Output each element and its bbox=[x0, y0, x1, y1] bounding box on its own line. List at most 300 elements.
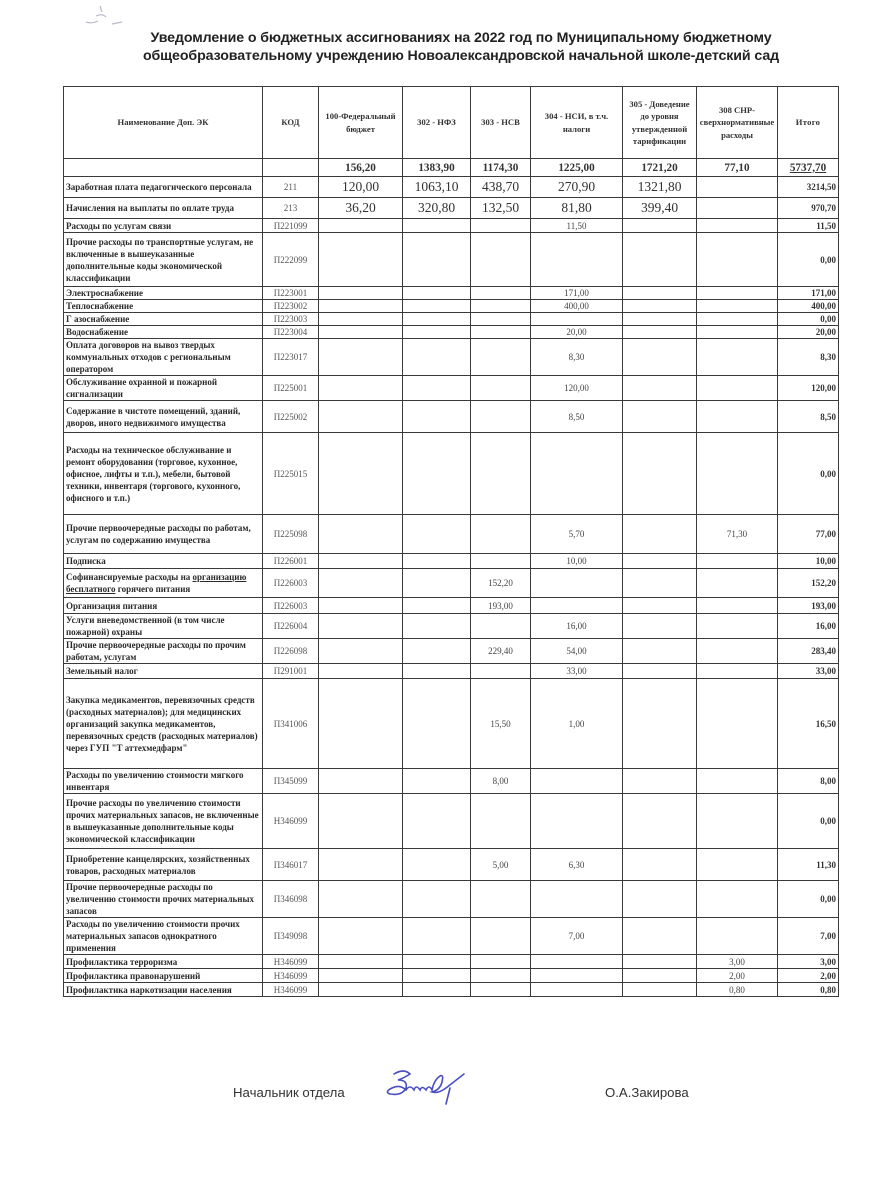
totals-c305: 1721,20 bbox=[623, 159, 697, 177]
row-c308 bbox=[697, 300, 778, 313]
row-c308 bbox=[697, 918, 778, 955]
row-c304: 10,00 bbox=[531, 554, 623, 569]
row-name: Расходы по увеличению стоимости мягкого инвентаря bbox=[64, 769, 263, 794]
row-c100 bbox=[319, 300, 403, 313]
row-c304: 54,00 bbox=[531, 639, 623, 664]
row-name: Прочие расходы по транспортные услугам, не включенные в вышеуказанные дополнительные коды экономической классификации bbox=[64, 233, 263, 287]
row-name: Расходы по увеличению стоимости прочих материальных запасов однократного применения bbox=[64, 918, 263, 955]
table-row bbox=[64, 794, 839, 849]
row-itogo: 77,00 bbox=[778, 515, 839, 554]
table-row bbox=[64, 969, 839, 983]
totals-c100: 156,20 bbox=[319, 159, 403, 177]
row-c305 bbox=[623, 969, 697, 983]
row-c302 bbox=[403, 679, 471, 769]
row-c308 bbox=[697, 849, 778, 881]
signer-name: О.А.Закирова bbox=[605, 1085, 689, 1100]
row-c304 bbox=[531, 969, 623, 983]
row-c308 bbox=[697, 177, 778, 198]
row-c304: 5,70 bbox=[531, 515, 623, 554]
row-code: П223002 bbox=[263, 300, 319, 313]
row-itogo: 33,00 bbox=[778, 664, 839, 679]
totals-name bbox=[64, 159, 263, 177]
totals-c303: 1174,30 bbox=[471, 159, 531, 177]
row-code: П226004 bbox=[263, 614, 319, 639]
row-c305 bbox=[623, 433, 697, 515]
row-c100: 36,20 bbox=[319, 198, 403, 219]
row-c303 bbox=[471, 664, 531, 679]
row-itogo: 11,50 bbox=[778, 219, 839, 233]
row-itogo: 0,80 bbox=[778, 983, 839, 997]
row-c302 bbox=[403, 614, 471, 639]
row-itogo: 0,00 bbox=[778, 313, 839, 326]
row-c308 bbox=[697, 679, 778, 769]
budget-allocation-table bbox=[63, 86, 839, 997]
row-c100 bbox=[319, 983, 403, 997]
row-c100 bbox=[319, 219, 403, 233]
row-c302: 1063,10 bbox=[403, 177, 471, 198]
row-name-part: Софинансируемые расходы на bbox=[66, 572, 193, 582]
row-itogo: 3214,50 bbox=[778, 177, 839, 198]
row-c303: 152,20 bbox=[471, 569, 531, 598]
row-c303: 5,00 bbox=[471, 849, 531, 881]
row-c305: 1321,80 bbox=[623, 177, 697, 198]
row-c305 bbox=[623, 679, 697, 769]
header-name: Наименование Доп. ЭК bbox=[64, 87, 263, 159]
row-c308 bbox=[697, 881, 778, 918]
row-itogo: 283,40 bbox=[778, 639, 839, 664]
row-c304 bbox=[531, 433, 623, 515]
table-row bbox=[64, 983, 839, 997]
row-c302 bbox=[403, 515, 471, 554]
row-c305 bbox=[623, 233, 697, 287]
row-c100 bbox=[319, 287, 403, 300]
row-c303: 438,70 bbox=[471, 177, 531, 198]
row-name: Оплата договоров на вывоз твердых коммунальных отходов с региональным оператором bbox=[64, 339, 263, 376]
row-itogo: 20,00 bbox=[778, 326, 839, 339]
row-c303 bbox=[471, 614, 531, 639]
row-code: П345099 bbox=[263, 769, 319, 794]
row-c308 bbox=[697, 554, 778, 569]
row-c304: 8,50 bbox=[531, 401, 623, 433]
row-itogo: 0,00 bbox=[778, 794, 839, 849]
row-c302 bbox=[403, 983, 471, 997]
row-c302 bbox=[403, 233, 471, 287]
header-c100: 100-Федеральный бюджет bbox=[319, 87, 403, 159]
row-c100 bbox=[319, 401, 403, 433]
row-c303 bbox=[471, 401, 531, 433]
row-c304: 11,50 bbox=[531, 219, 623, 233]
row-c304: 120,00 bbox=[531, 376, 623, 401]
row-c303: 132,50 bbox=[471, 198, 531, 219]
row-c308 bbox=[697, 326, 778, 339]
row-c302 bbox=[403, 287, 471, 300]
table-row bbox=[64, 569, 839, 598]
pen-mark-icon bbox=[78, 2, 138, 32]
row-code: П225015 bbox=[263, 433, 319, 515]
row-itogo: 16,50 bbox=[778, 679, 839, 769]
row-name: Прочие первоочередные расходы по работам, услугам по содержанию имущества bbox=[64, 515, 263, 554]
row-code: П346017 bbox=[263, 849, 319, 881]
row-c100 bbox=[319, 313, 403, 326]
row-c303 bbox=[471, 515, 531, 554]
row-c305 bbox=[623, 326, 697, 339]
table-row bbox=[64, 401, 839, 433]
row-c305 bbox=[623, 313, 697, 326]
table-row bbox=[64, 326, 839, 339]
row-c304 bbox=[531, 881, 623, 918]
row-code: П346098 bbox=[263, 881, 319, 918]
row-code: П226098 bbox=[263, 639, 319, 664]
table-row bbox=[64, 300, 839, 313]
row-c304 bbox=[531, 794, 623, 849]
row-code: П225098 bbox=[263, 515, 319, 554]
row-c305 bbox=[623, 664, 697, 679]
row-c304 bbox=[531, 598, 623, 614]
row-c303 bbox=[471, 313, 531, 326]
row-itogo: 0,00 bbox=[778, 233, 839, 287]
row-name: Организация питания bbox=[64, 598, 263, 614]
table-row bbox=[64, 598, 839, 614]
row-c302 bbox=[403, 969, 471, 983]
row-c303 bbox=[471, 794, 531, 849]
row-c302 bbox=[403, 376, 471, 401]
totals-c308: 77,10 bbox=[697, 159, 778, 177]
signature-icon bbox=[380, 1060, 490, 1112]
row-c308: 2,00 bbox=[697, 969, 778, 983]
row-c308 bbox=[697, 401, 778, 433]
row-code: П225001 bbox=[263, 376, 319, 401]
row-c305 bbox=[623, 515, 697, 554]
row-c100 bbox=[319, 969, 403, 983]
row-c304: 7,00 bbox=[531, 918, 623, 955]
row-code: Н346099 bbox=[263, 955, 319, 969]
row-itogo: 152,20 bbox=[778, 569, 839, 598]
row-c308 bbox=[697, 339, 778, 376]
row-c302 bbox=[403, 313, 471, 326]
row-name: Приобретение канцелярских, хозяйственных товаров, расходных материалов bbox=[64, 849, 263, 881]
row-name: Теплоснабжение bbox=[64, 300, 263, 313]
row-name: Электроснабжение bbox=[64, 287, 263, 300]
row-c305 bbox=[623, 300, 697, 313]
row-c308 bbox=[697, 769, 778, 794]
row-code: П349098 bbox=[263, 918, 319, 955]
row-c302 bbox=[403, 401, 471, 433]
row-c100 bbox=[319, 598, 403, 614]
row-c302 bbox=[403, 664, 471, 679]
row-itogo: 193,00 bbox=[778, 598, 839, 614]
row-c303 bbox=[471, 287, 531, 300]
row-c100 bbox=[319, 614, 403, 639]
row-code: П223003 bbox=[263, 313, 319, 326]
row-name: Земельный налог bbox=[64, 664, 263, 679]
title-line-1: Уведомление о бюджетных ассигнованиях на 2022 год по Муниципальному бюджетному bbox=[150, 30, 772, 46]
row-c305 bbox=[623, 376, 697, 401]
row-name: Закупка медикаментов, перевязочных средств (расходных материалов); для медицинских организаций закупка медикаментов, перевязочных средств (расходных материалов) через ГУП "Т аттехмедфарм" bbox=[64, 679, 263, 769]
row-c308 bbox=[697, 376, 778, 401]
row-c304: 6,30 bbox=[531, 849, 623, 881]
table-row bbox=[64, 376, 839, 401]
row-c303 bbox=[471, 326, 531, 339]
row-itogo: 3,00 bbox=[778, 955, 839, 969]
row-name: Услуги вневедомственной (в том числе пожарной) охраны bbox=[64, 614, 263, 639]
row-name: Профилактика терроризма bbox=[64, 955, 263, 969]
row-name: Обслуживание охранной и пожарной сигнализации bbox=[64, 376, 263, 401]
totals-c304: 1225,00 bbox=[531, 159, 623, 177]
row-c308: 3,00 bbox=[697, 955, 778, 969]
row-c305 bbox=[623, 219, 697, 233]
row-name: Начисления на выплаты по оплате труда bbox=[64, 198, 263, 219]
table-row bbox=[64, 639, 839, 664]
row-name-part: организацию бесплатного bbox=[66, 572, 247, 594]
row-c305 bbox=[623, 983, 697, 997]
row-c308 bbox=[697, 219, 778, 233]
row-c303 bbox=[471, 881, 531, 918]
row-c303: 229,40 bbox=[471, 639, 531, 664]
row-name: Заработная плата педагогического персонала bbox=[64, 177, 263, 198]
row-c308: 0,80 bbox=[697, 983, 778, 997]
row-c304: 8,30 bbox=[531, 339, 623, 376]
header-code: КОД bbox=[263, 87, 319, 159]
row-c303 bbox=[471, 376, 531, 401]
table-row bbox=[64, 955, 839, 969]
row-c303 bbox=[471, 983, 531, 997]
row-c304: 1,00 bbox=[531, 679, 623, 769]
row-c305 bbox=[623, 955, 697, 969]
row-name bbox=[64, 569, 263, 598]
row-c302 bbox=[403, 339, 471, 376]
row-c302 bbox=[403, 598, 471, 614]
row-c303 bbox=[471, 300, 531, 313]
row-c305 bbox=[623, 639, 697, 664]
row-c305 bbox=[623, 401, 697, 433]
row-c304 bbox=[531, 313, 623, 326]
table-row bbox=[64, 515, 839, 554]
row-code: Н346099 bbox=[263, 969, 319, 983]
row-c308 bbox=[697, 287, 778, 300]
row-c302 bbox=[403, 881, 471, 918]
row-c100 bbox=[319, 515, 403, 554]
table-row bbox=[64, 679, 839, 769]
table-row bbox=[64, 233, 839, 287]
row-code: П223001 bbox=[263, 287, 319, 300]
totals-itogo: 5737,70 bbox=[778, 159, 839, 177]
row-code: Н346099 bbox=[263, 794, 319, 849]
row-code: 213 bbox=[263, 198, 319, 219]
row-c302 bbox=[403, 794, 471, 849]
row-c308 bbox=[697, 433, 778, 515]
row-c305 bbox=[623, 554, 697, 569]
row-itogo: 8,00 bbox=[778, 769, 839, 794]
row-itogo: 7,00 bbox=[778, 918, 839, 955]
row-name: Водоснабжение bbox=[64, 326, 263, 339]
row-c302 bbox=[403, 769, 471, 794]
table-row bbox=[64, 177, 839, 198]
row-c304 bbox=[531, 983, 623, 997]
row-c308 bbox=[697, 664, 778, 679]
header-c304: 304 - НСИ, в т.ч. налоги bbox=[531, 87, 623, 159]
row-c100 bbox=[319, 769, 403, 794]
row-c303: 193,00 bbox=[471, 598, 531, 614]
row-c302 bbox=[403, 326, 471, 339]
row-itogo: 11,30 bbox=[778, 849, 839, 881]
header-c302: 302 - НФЗ bbox=[403, 87, 471, 159]
row-c100 bbox=[319, 326, 403, 339]
row-c308: 71,30 bbox=[697, 515, 778, 554]
row-c305 bbox=[623, 598, 697, 614]
table-row bbox=[64, 849, 839, 881]
row-itogo: 2,00 bbox=[778, 969, 839, 983]
row-c308 bbox=[697, 794, 778, 849]
row-c100 bbox=[319, 433, 403, 515]
row-c100 bbox=[319, 794, 403, 849]
row-c100 bbox=[319, 376, 403, 401]
table-row bbox=[64, 339, 839, 376]
row-c305 bbox=[623, 569, 697, 598]
table-row bbox=[64, 313, 839, 326]
row-itogo: 0,00 bbox=[778, 881, 839, 918]
totals-row bbox=[64, 159, 839, 177]
row-name: Профилактика правонарушений bbox=[64, 969, 263, 983]
row-c303 bbox=[471, 554, 531, 569]
header-c305: 305 - Доведение до уровня утвержденной тарификации bbox=[623, 87, 697, 159]
row-c308 bbox=[697, 598, 778, 614]
row-code: П226003 bbox=[263, 569, 319, 598]
row-name: Г азоснабжение bbox=[64, 313, 263, 326]
totals-c302: 1383,90 bbox=[403, 159, 471, 177]
row-c100 bbox=[319, 918, 403, 955]
row-c303 bbox=[471, 219, 531, 233]
row-name: Содержание в чистоте помещений, зданий, дворов, иного недвижимого имущества bbox=[64, 401, 263, 433]
row-code: П221099 bbox=[263, 219, 319, 233]
row-c302 bbox=[403, 918, 471, 955]
row-code: П226003 bbox=[263, 598, 319, 614]
row-name: Прочие расходы по увеличению стоимости прочих материальных запасов, не включенные в вышеуказанные дополнительные коды экономической классификации bbox=[64, 794, 263, 849]
row-c100 bbox=[319, 664, 403, 679]
title-line-2: общеобразовательному учреждению Новоалександровской начальной школе-детский сад bbox=[142, 48, 780, 64]
row-c100 bbox=[319, 881, 403, 918]
row-name: Расходы по услугам связи bbox=[64, 219, 263, 233]
row-c308 bbox=[697, 198, 778, 219]
row-c303 bbox=[471, 433, 531, 515]
row-c305: 399,40 bbox=[623, 198, 697, 219]
row-c304: 171,00 bbox=[531, 287, 623, 300]
header-c303: 303 - НСВ bbox=[471, 87, 531, 159]
row-c304 bbox=[531, 769, 623, 794]
row-c304: 16,00 bbox=[531, 614, 623, 639]
row-c100 bbox=[319, 554, 403, 569]
row-c305 bbox=[623, 614, 697, 639]
totals-code bbox=[263, 159, 319, 177]
row-c305 bbox=[623, 918, 697, 955]
row-c303 bbox=[471, 233, 531, 287]
table-row bbox=[64, 219, 839, 233]
row-code: П341006 bbox=[263, 679, 319, 769]
row-c303 bbox=[471, 918, 531, 955]
row-c308 bbox=[697, 569, 778, 598]
table-row bbox=[64, 918, 839, 955]
row-c100 bbox=[319, 233, 403, 287]
row-c304: 270,90 bbox=[531, 177, 623, 198]
row-itogo: 8,30 bbox=[778, 339, 839, 376]
header-c308: 308 СНР-сверхнормативные расходы bbox=[697, 87, 778, 159]
row-c303 bbox=[471, 969, 531, 983]
table-row bbox=[64, 287, 839, 300]
table-row bbox=[64, 554, 839, 569]
row-c100 bbox=[319, 639, 403, 664]
row-itogo: 400,00 bbox=[778, 300, 839, 313]
row-c100 bbox=[319, 849, 403, 881]
row-c305 bbox=[623, 794, 697, 849]
row-code: П222099 bbox=[263, 233, 319, 287]
row-itogo: 10,00 bbox=[778, 554, 839, 569]
row-name: Подписка bbox=[64, 554, 263, 569]
row-c304 bbox=[531, 233, 623, 287]
row-name: Прочие первоочередные расходы по увеличению стоимости прочих материальных запасов bbox=[64, 881, 263, 918]
row-c302 bbox=[403, 849, 471, 881]
row-c302 bbox=[403, 554, 471, 569]
row-c302 bbox=[403, 955, 471, 969]
row-c303 bbox=[471, 339, 531, 376]
row-c304 bbox=[531, 569, 623, 598]
row-c305 bbox=[623, 287, 697, 300]
document-title bbox=[0, 29, 877, 65]
header-row bbox=[64, 87, 839, 159]
row-c304: 400,00 bbox=[531, 300, 623, 313]
row-c100 bbox=[319, 955, 403, 969]
row-c304 bbox=[531, 955, 623, 969]
row-c100 bbox=[319, 679, 403, 769]
row-name-part: горячего питания bbox=[115, 584, 191, 594]
row-c308 bbox=[697, 614, 778, 639]
table-row bbox=[64, 433, 839, 515]
row-itogo: 970,70 bbox=[778, 198, 839, 219]
row-c305 bbox=[623, 339, 697, 376]
row-c302 bbox=[403, 433, 471, 515]
row-name: Прочие первоочередные расходы по прочим работам, услугам bbox=[64, 639, 263, 664]
row-c302: 320,80 bbox=[403, 198, 471, 219]
table-row bbox=[64, 614, 839, 639]
row-c100 bbox=[319, 339, 403, 376]
row-code: П223017 bbox=[263, 339, 319, 376]
row-c302 bbox=[403, 639, 471, 664]
row-c305 bbox=[623, 849, 697, 881]
table-row bbox=[64, 769, 839, 794]
table-row bbox=[64, 881, 839, 918]
row-c302 bbox=[403, 219, 471, 233]
table-row bbox=[64, 198, 839, 219]
table-row bbox=[64, 664, 839, 679]
row-name: Расходы на техническое обслуживание и ремонт оборудования (торговое, кухонное, офисное, лифты и т.п.), мебели, бытовой техники, инвентаря (торгового, кухонного, офисного и т.п.) bbox=[64, 433, 263, 515]
row-c304: 33,00 bbox=[531, 664, 623, 679]
signer-position: Начальник отдела bbox=[233, 1085, 345, 1100]
row-itogo: 120,00 bbox=[778, 376, 839, 401]
row-c304: 20,00 bbox=[531, 326, 623, 339]
row-itogo: 0,00 bbox=[778, 433, 839, 515]
row-code: Н346099 bbox=[263, 983, 319, 997]
row-c308 bbox=[697, 313, 778, 326]
row-c308 bbox=[697, 233, 778, 287]
row-c305 bbox=[623, 881, 697, 918]
row-c302 bbox=[403, 569, 471, 598]
row-code: 211 bbox=[263, 177, 319, 198]
row-code: П223004 bbox=[263, 326, 319, 339]
row-c303: 15,50 bbox=[471, 679, 531, 769]
row-c303: 8,00 bbox=[471, 769, 531, 794]
row-c100 bbox=[319, 569, 403, 598]
row-c304: 81,80 bbox=[531, 198, 623, 219]
row-code: П226001 bbox=[263, 554, 319, 569]
row-itogo: 8,50 bbox=[778, 401, 839, 433]
